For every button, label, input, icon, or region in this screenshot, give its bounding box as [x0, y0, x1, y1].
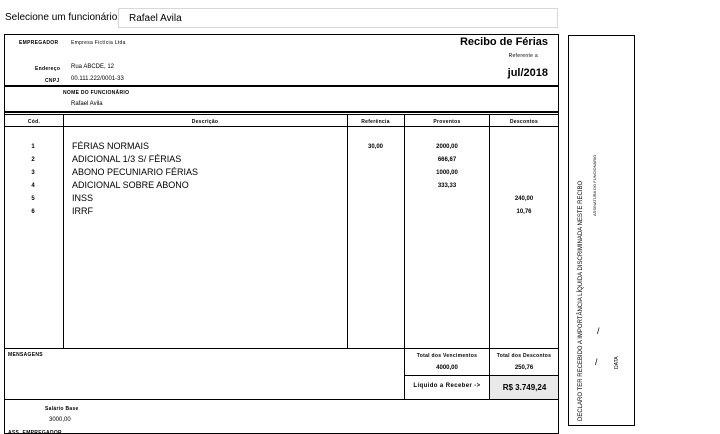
col-divider — [63, 114, 64, 348]
employee-name-box — [5, 87, 558, 113]
total-earnings-value: 4000,00 — [436, 365, 458, 371]
col-header-deductions: Descontos — [509, 119, 539, 125]
item-deductions: 240,00 — [514, 196, 534, 202]
employee-select-label: Selecione um funcionário — [5, 12, 118, 23]
item-code: 1 — [31, 144, 35, 150]
item-code: 2 — [31, 157, 35, 163]
address-value: Rua ABCDE, 12 — [71, 64, 115, 70]
item-reference: 30,00 — [367, 144, 383, 150]
net-label: Líquido a Receber -> — [413, 383, 481, 389]
employee-select[interactable]: Rafael Avila — [118, 8, 558, 28]
col-header-description: Descrição — [191, 119, 219, 125]
declaration-text: DECLARO TER RECEBIDO A IMPORTÂNCIA LÍQUIDA DISCRIMINADA NESTE RECIBO — [578, 180, 584, 421]
table-top-rule — [5, 114, 558, 115]
receipt-title: Recibo de Férias — [459, 36, 548, 48]
total-deductions-label: Total dos Descontos — [496, 353, 552, 359]
reference-label: Referente a — [508, 53, 538, 59]
date-label: DATA — [614, 356, 620, 369]
receipt-header — [5, 35, 558, 87]
base-salary-value: 3000,00 — [49, 417, 71, 423]
item-earnings: 2000,00 — [436, 144, 458, 150]
item-description: FÉRIAS NORMAIS — [72, 141, 150, 151]
item-description: ADICIONAL 1/3 S/ FÉRIAS — [72, 154, 182, 164]
declaration-strip — [568, 35, 635, 426]
item-code: 5 — [31, 196, 35, 202]
total-earnings-label: Total dos Vencimentos — [416, 353, 478, 359]
total-deductions-value: 250,76 — [514, 365, 534, 371]
net-value: R$ 3.749,24 — [489, 376, 559, 399]
reference-period: jul/2018 — [507, 67, 548, 79]
employee-name-label: NOME DO FUNCIONÁRIO — [63, 90, 130, 96]
messages-label: MENSAGENS — [8, 352, 43, 358]
base-salary-label: Salário Base — [45, 406, 79, 412]
item-description: ABONO PECUNIARIO FÉRIAS — [72, 167, 199, 177]
date-slash: / — [595, 357, 598, 367]
employee-signature-label: ASSINATURA DO FUNCIONÁRIO — [592, 154, 597, 216]
col-header-code: Cód. — [27, 119, 41, 125]
item-deductions: 10,76 — [516, 209, 532, 215]
table-header-rule — [5, 126, 558, 127]
item-earnings: 666,67 — [437, 157, 457, 163]
totals-top-rule — [5, 348, 558, 349]
item-earnings: 333,33 — [437, 183, 457, 189]
item-code: 4 — [31, 183, 35, 189]
employer-label: EMPREGADOR — [19, 40, 59, 46]
item-description: IRRF — [72, 206, 93, 216]
item-description: INSS — [72, 193, 94, 203]
cnpj-value: 00.111.222/0001-33 — [71, 76, 124, 82]
col-header-earnings: Proventos — [433, 119, 461, 125]
item-code: 3 — [31, 170, 35, 176]
item-description: ADICIONAL SOBRE ABONO — [72, 180, 189, 190]
date-slash: / — [597, 326, 600, 336]
cnpj-label: CNPJ — [45, 78, 60, 84]
footer-rule — [5, 399, 558, 400]
employer-signature-label: ASS. EMPREGADOR — [8, 430, 62, 434]
receipt-form — [4, 34, 559, 434]
address-label: Endereço — [35, 66, 61, 72]
col-header-reference: Referência — [361, 119, 390, 125]
employer-name: Empresa Fictícia Ltda — [71, 40, 126, 46]
item-code: 6 — [31, 209, 35, 215]
item-earnings: 1000,00 — [436, 170, 458, 176]
employee-name: Rafael Avila — [71, 101, 103, 107]
